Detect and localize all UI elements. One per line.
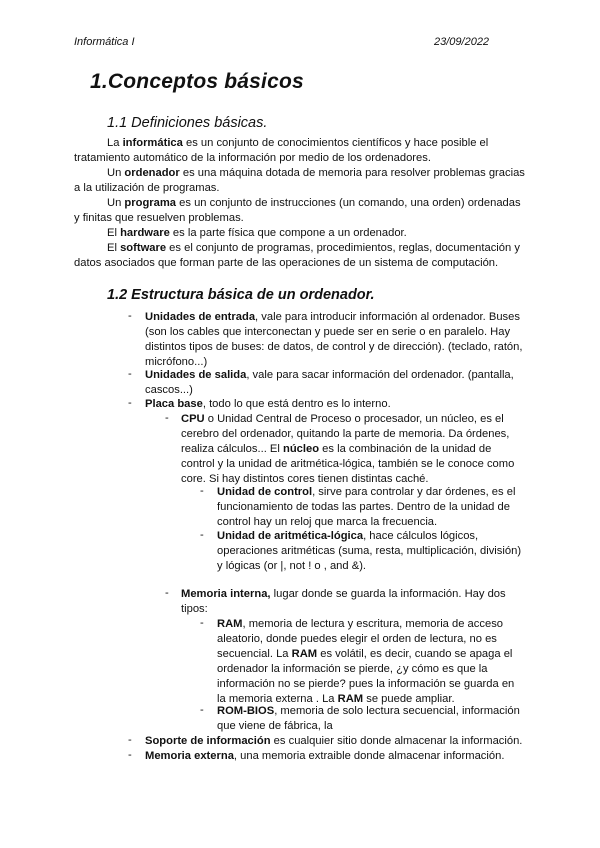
list-dash: - (128, 310, 132, 322)
text: , memoria de solo lectura secuencial, información que viene de fábrica, la (217, 705, 520, 732)
term: RAM (217, 618, 243, 630)
term: Unidad de aritmética-lógica (217, 530, 364, 542)
text: Un (107, 197, 125, 209)
text: es la combinación de la unidad de control y la unidad de aritmética-lógica, también se le conoce como core. Si hay distintos cores tienen distintas caché. (181, 443, 515, 485)
definition-informatica (74, 136, 528, 166)
list-item-memoria-interna (181, 587, 521, 617)
text: , sirve para controlar y dar órdenes, es el funcionamiento de todas las partes. Dentro de la unidad de control hay un reloj que marca la frecuencia. (217, 486, 516, 528)
list-item-placa-base (145, 397, 525, 412)
term: núcleo (282, 443, 320, 455)
term: Memoria interna, (181, 588, 271, 600)
list-dash: - (128, 397, 132, 409)
text: Un (107, 167, 125, 179)
header-date: 23/09/2022 (434, 36, 490, 48)
section-heading-definitions: 1.1 Definiciones básicas. (107, 115, 268, 131)
definitions-block (74, 136, 528, 271)
term: programa (124, 197, 177, 209)
definition-hardware (74, 226, 528, 241)
text: es volátil, es decir, cuando se apaga el ordenador la información se pierde, ¿y cómo es que la información no se pierde? pues la información se guarda en la memoria externa . La (217, 648, 515, 705)
list-item-soporte (145, 734, 535, 749)
list-dash: - (165, 587, 169, 599)
text: , vale para sacar información del ordenador. (pantalla, cascos...) (145, 369, 514, 396)
definition-ordenador (74, 166, 528, 196)
text: lugar donde se guarda la información. Hay dos tipos: (181, 588, 506, 615)
text: El (107, 227, 121, 239)
list-item-entrada (145, 310, 525, 370)
text: , vale para introducir información al ordenador. Buses (son los cables que interconectan y puede ser en serie o en paralelo. Hay distintos tipos de buses: de datos, de control y de dirección). (teclado, ratón, micrófono...) (145, 311, 523, 368)
list-item-unidad-alu (217, 529, 523, 574)
term: Unidades de salida (145, 369, 247, 381)
list-dash: - (128, 734, 132, 746)
definition-software (74, 241, 528, 271)
term: informática (122, 137, 183, 149)
definition-programa (74, 196, 528, 226)
list-dash: - (128, 749, 132, 761)
text: es el conjunto de programas, procedimientos, reglas, documentación y datos asociados que forman parte de las operaciones de un sistema de computación. (74, 242, 520, 269)
list-item-ram (217, 617, 523, 707)
section-heading-structure: 1.2 Estructura básica de un ordenador. (107, 287, 375, 303)
term: ROM-BIOS (217, 705, 275, 717)
text: es un conjunto de conocimientos científicos y hace posible el tratamiento automático de la información por medio de los ordenadores. (74, 137, 489, 164)
text: , todo lo que está dentro es lo interno. (202, 398, 391, 410)
term: CPU (181, 413, 205, 425)
list-dash: - (165, 412, 169, 424)
term: Placa base (145, 398, 203, 410)
list-dash: - (200, 617, 204, 629)
term: software (120, 242, 167, 254)
term: Unidades de entrada (145, 311, 256, 323)
term: Unidad de control (217, 486, 313, 498)
text: La (107, 137, 123, 149)
list-item-unidad-control (217, 485, 523, 530)
text: es cualquier sitio donde almacenar la información. (270, 735, 523, 747)
text: es la parte física que compone a un ordenador. (169, 227, 407, 239)
term: hardware (120, 227, 170, 239)
text: El (107, 242, 121, 254)
text: , una memoria extraible donde almacenar información. (233, 750, 505, 762)
list-item-memoria-externa (145, 749, 535, 764)
text: , memoria de lectura y escritura, memoria de acceso aleatorio, donde puedes elegir el orden de lectura, no es secuencial. La (217, 618, 504, 660)
text: es una máquina dotada de memoria para resolver problemas gracias a la utilización de programas. (74, 167, 525, 194)
term: RAM (337, 693, 364, 705)
term: Soporte de información (145, 735, 271, 747)
term: ordenador (124, 167, 180, 179)
page-title: 1.Conceptos básicos (90, 70, 304, 93)
text: es un conjunto de instrucciones (un comando, una orden) ordenadas y finitas que resuelven problemas. (74, 197, 521, 224)
term: Memoria externa (145, 750, 234, 762)
list-item-cpu (181, 412, 521, 487)
text: , hace cálculos lógicos, operaciones aritméticas (suma, resta, multiplicación, división) y lógicas (or |, not ! o , and &). (217, 530, 522, 572)
list-dash: - (200, 529, 204, 541)
list-dash: - (200, 704, 204, 716)
term: RAM (291, 648, 318, 660)
text: o Unidad Central de Proceso o procesador, un núcleo, es el cerebro del ordenador, quitando la parte de memoria. Da órdenes, realiza cálculos... El (181, 413, 510, 455)
list-item-rom (217, 704, 523, 734)
list-dash: - (200, 485, 204, 497)
header-subject: Informática I (74, 36, 135, 48)
list-item-salida (145, 368, 525, 398)
text: se puede ampliar. (363, 693, 455, 705)
list-dash: - (128, 368, 132, 380)
